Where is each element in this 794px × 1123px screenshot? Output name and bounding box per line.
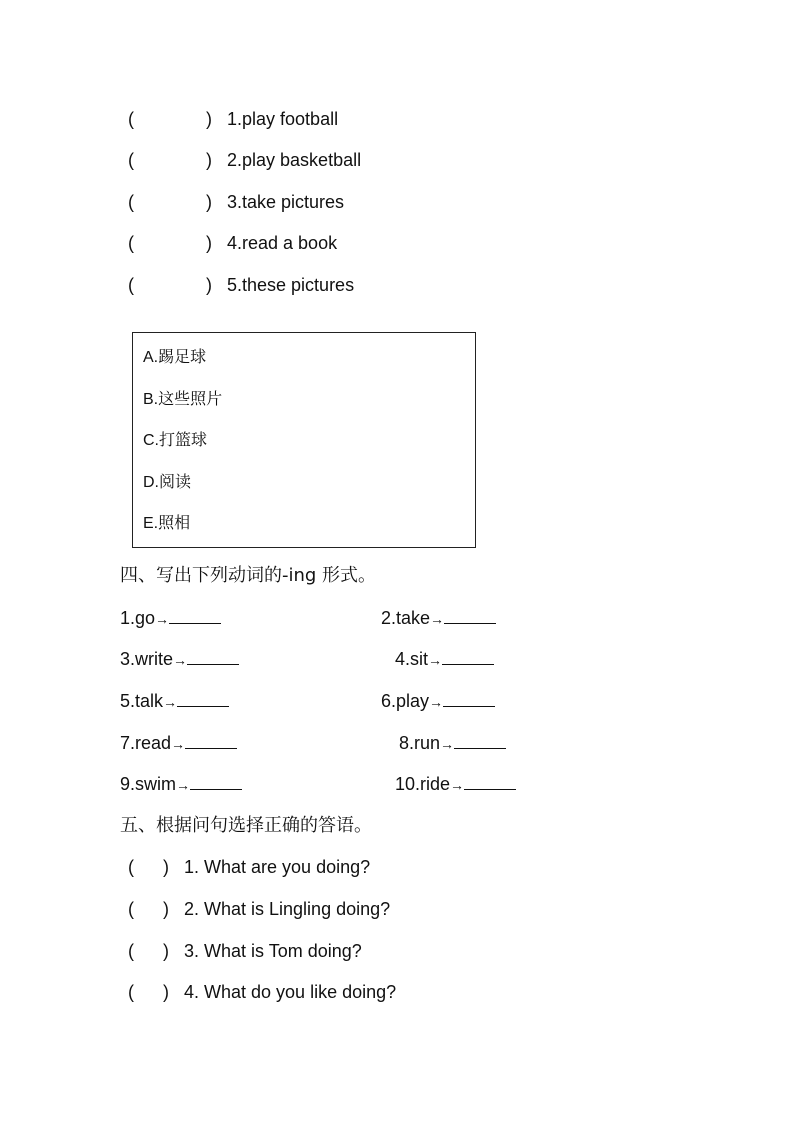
matching-item-text: 5.these pictures <box>227 275 355 295</box>
option-e: E.照相 <box>143 515 191 532</box>
arrow-icon: → <box>163 694 178 710</box>
matching-item-text: 2.play basketball <box>227 150 362 170</box>
answer-blank[interactable] <box>443 690 495 707</box>
arrow-icon: → <box>450 777 465 793</box>
option-c: C.打篮球 <box>143 432 208 449</box>
answer-blank[interactable] <box>190 773 242 790</box>
verb-text: 1.go <box>120 608 156 628</box>
option-a: A.踢足球 <box>143 349 207 366</box>
answer-blank[interactable] <box>187 648 239 665</box>
answer-open-paren[interactable]: ( <box>128 275 134 295</box>
verb-text: 7.read <box>120 733 172 753</box>
verb-item <box>399 732 506 755</box>
answer-blank[interactable] <box>177 690 229 707</box>
question-text: 2. What is Lingling doing? <box>184 899 391 919</box>
matching-item-text: 1.play football <box>227 109 339 129</box>
arrow-icon: → <box>429 694 444 710</box>
verb-text: 5.talk <box>120 691 164 711</box>
verb-item <box>120 732 237 755</box>
section-5-heading: 五、根据问句选择正确的答语。 <box>120 815 372 836</box>
verb-item <box>120 690 229 713</box>
verb-text: 9.swim <box>120 774 177 794</box>
answer-open-paren[interactable]: ( <box>128 109 134 129</box>
verb-item <box>120 773 242 796</box>
answer-open-paren[interactable]: ( <box>128 982 134 1002</box>
answer-open-paren[interactable]: ( <box>128 941 134 961</box>
verb-item <box>395 648 494 671</box>
verb-text: 6.play <box>381 691 430 711</box>
answer-blank[interactable] <box>185 732 237 749</box>
answer-open-paren[interactable]: ( <box>128 192 134 212</box>
answer-close-paren: ) <box>206 109 212 129</box>
verb-text: 3.write <box>120 649 174 669</box>
answer-close-paren: ) <box>163 899 169 919</box>
answer-close-paren: ) <box>206 233 212 253</box>
matching-item-text: 3.take pictures <box>227 192 345 212</box>
verb-item <box>395 773 516 796</box>
answer-blank[interactable] <box>442 648 494 665</box>
question-text: 3. What is Tom doing? <box>184 941 362 961</box>
answer-blank[interactable] <box>454 732 506 749</box>
section-4-heading: 四、写出下列动词的-ing 形式。 <box>120 565 377 586</box>
answer-blank[interactable] <box>169 607 221 624</box>
arrow-icon: → <box>428 652 443 668</box>
verb-item <box>381 607 496 630</box>
arrow-icon: → <box>440 736 455 752</box>
verb-item <box>120 648 239 671</box>
answer-close-paren: ) <box>163 857 169 877</box>
option-b: B.这些照片 <box>143 391 223 408</box>
answer-blank[interactable] <box>444 607 496 624</box>
question-text: 1. What are you doing? <box>184 857 371 877</box>
verb-item <box>381 690 495 713</box>
answer-close-paren: ) <box>206 150 212 170</box>
answer-close-paren: ) <box>163 941 169 961</box>
verb-text: 10.ride <box>395 774 451 794</box>
arrow-icon: → <box>171 736 186 752</box>
question-text: 4. What do you like doing? <box>184 982 397 1002</box>
arrow-icon: → <box>430 611 445 627</box>
arrow-icon: → <box>173 652 188 668</box>
answer-close-paren: ) <box>206 275 212 295</box>
verb-item <box>120 607 221 630</box>
verb-text: 4.sit <box>395 649 429 669</box>
arrow-icon: → <box>176 777 191 793</box>
answer-open-paren[interactable]: ( <box>128 150 134 170</box>
verb-text: 2.take <box>381 608 431 628</box>
matching-item-text: 4.read a book <box>227 233 338 253</box>
answer-open-paren[interactable]: ( <box>128 233 134 253</box>
answer-close-paren: ) <box>163 982 169 1002</box>
option-d: D.阅读 <box>143 474 192 491</box>
answer-open-paren[interactable]: ( <box>128 899 134 919</box>
verb-text: 8.run <box>399 733 441 753</box>
options-box <box>132 332 476 548</box>
arrow-icon: → <box>155 611 170 627</box>
answer-close-paren: ) <box>206 192 212 212</box>
answer-blank[interactable] <box>464 773 516 790</box>
answer-open-paren[interactable]: ( <box>128 857 134 877</box>
